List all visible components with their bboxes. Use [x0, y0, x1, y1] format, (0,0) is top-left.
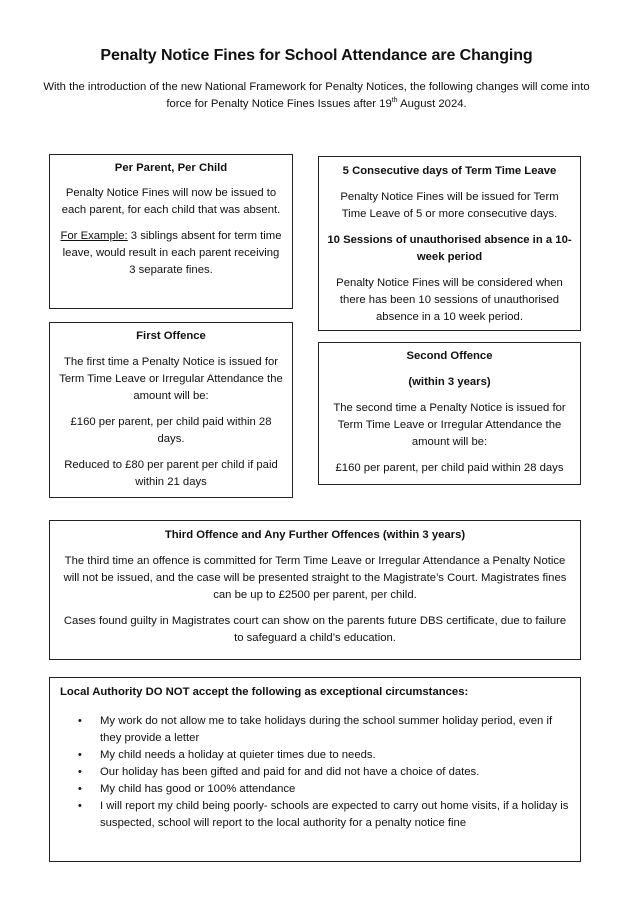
- list-item: [78, 764, 570, 781]
- sessions-body: Penalty Notice Fines will be considered when there has been 10 sessions of unauthorised absence in a 10 week period.: [336, 277, 563, 323]
- local-authority-heading: Local Authority DO NOT accept the following as exceptional circumstances:: [60, 686, 469, 698]
- list-item-text: Our holiday has been gifted and paid for and did not have a choice of dates.: [100, 766, 480, 778]
- list-item-text: My child has good or 100% attendance: [100, 783, 296, 795]
- list-item: [78, 713, 570, 747]
- per-parent-example: [58, 228, 284, 279]
- list-item: [78, 747, 570, 764]
- example-text: 3 siblings absent for term time leave, would result in each parent receiving 3 separate fines.: [62, 230, 282, 276]
- bullet-icon: •: [78, 715, 82, 727]
- second-offence-subheading: (within 3 years): [408, 376, 491, 388]
- bullet-icon: •: [78, 800, 82, 812]
- bullet-icon: •: [78, 749, 82, 761]
- intro-text-end: August 2024.: [397, 98, 467, 110]
- second-offence-heading: Second Offence: [406, 350, 493, 362]
- third-offence-heading: Third Offence and Any Further Offences (within 3 years): [164, 529, 466, 541]
- first-offence-heading: First Offence: [136, 330, 206, 342]
- second-offence-box: [318, 342, 581, 485]
- per-parent-body: Penalty Notice Fines will now be issued to each parent, for each child that was absent.: [61, 187, 281, 216]
- page-title: Penalty Notice Fines for School Attendance are Changing: [100, 47, 533, 64]
- second-offence-amount: £160 per parent, per child paid within 28 days: [335, 462, 564, 474]
- third-offence-dbs: Cases found guilty in Magistrates court can show on the parents future DBS certificate, due to failure to safeguard a child’s education.: [63, 615, 567, 644]
- list-item: [78, 781, 570, 798]
- list-item-text: My work do not allow me to take holidays during the school summer holiday period, even if they provide a letter: [100, 715, 553, 744]
- consecutive-days-box: [318, 156, 581, 331]
- list-item: [78, 798, 570, 832]
- first-offence-amount: £160 per parent, per child paid within 28 days.: [70, 416, 272, 445]
- consecutive-body: Penalty Notice Fines will be issued for Term Time Leave of 5 or more consecutive days.: [340, 191, 559, 220]
- local-authority-box: [49, 677, 581, 862]
- list-item-text: I will report my child being poorly- schools are expected to carry out home visits, if a holiday is suspected, school will report to the local authority for a penalty notice fine: [100, 800, 569, 829]
- per-parent-heading: Per Parent, Per Child: [114, 162, 228, 174]
- exceptions-list: [60, 713, 570, 832]
- bullet-icon: •: [78, 766, 82, 778]
- second-offence-body: The second time a Penalty Notice is issued for Term Time Leave or Irregular Attendance the amount will be:: [333, 402, 566, 448]
- per-parent-per-child-box: [49, 154, 293, 309]
- list-item-text: My child needs a holiday at quieter times due to needs.: [100, 749, 376, 761]
- first-offence-box: [49, 322, 293, 498]
- sessions-heading: 10 Sessions of unauthorised absence in a 10-week period: [327, 234, 572, 263]
- intro-text: With the introduction of the new National Framework for Penalty Notices, the following changes will come into force for Penalty Notice Fines Issues after 19: [43, 81, 590, 110]
- consecutive-heading: 5 Consecutive days of Term Time Leave: [342, 165, 557, 177]
- third-offence-body: The third time an offence is committed for Term Time Leave or Irregular Attendance a Penalty Notice will not be issued, and the case will be presented straight to the Magistrate’s Court. Magistrates fines can be up to £2500 per parent, per child.: [63, 555, 567, 601]
- first-offence-reduced: Reduced to £80 per parent per child if paid within 21 days: [64, 459, 278, 488]
- first-offence-body: The first time a Penalty Notice is issued for Term Time Leave or Irregular Attendance the amount will be:: [59, 356, 283, 402]
- intro-paragraph: [40, 79, 593, 113]
- example-label: For Example:: [60, 230, 128, 242]
- intro-superscript: th: [391, 97, 398, 105]
- bullet-icon: •: [78, 783, 82, 795]
- third-offence-box: [49, 520, 581, 660]
